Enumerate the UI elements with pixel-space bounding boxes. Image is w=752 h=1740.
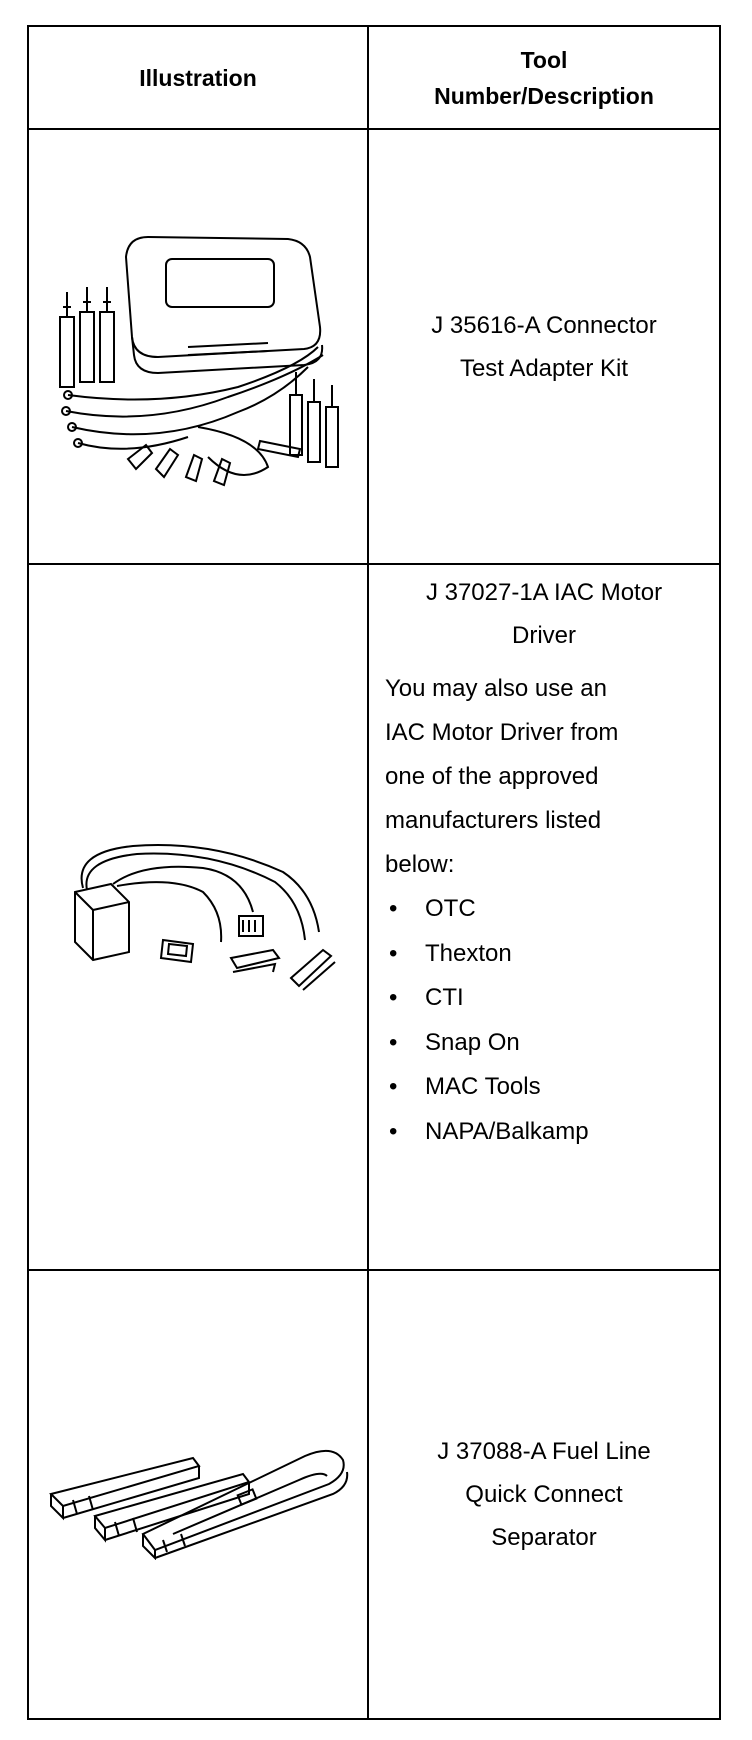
header-illustration: [29, 27, 367, 128]
note-line: IAC Motor Driver from: [385, 719, 619, 746]
approved-manufacturers-note: [369, 667, 719, 887]
table-border-right: [719, 25, 721, 1720]
list-item: • Snap On: [385, 1021, 719, 1066]
fuel-line-quick-connect-separator-description: [369, 1271, 719, 1718]
tool-description-line: Test Adapter Kit: [459, 354, 629, 382]
fuel-line-quick-connect-separator-illustration: [29, 1271, 367, 1718]
tools-table: [27, 25, 722, 1720]
tool-number-line: J 35616-A Connector: [431, 311, 657, 339]
tool-description-line: Driver: [512, 622, 576, 649]
list-item: • Thexton: [385, 932, 719, 977]
iac-motor-driver-drawing: [53, 832, 343, 1002]
list-item: • MAC Tools: [385, 1065, 719, 1110]
note-line: below:: [385, 851, 455, 878]
connector-test-adapter-kit-illustration: [29, 130, 367, 563]
connector-kit-drawing: [38, 197, 358, 497]
list-item: • OTC: [385, 887, 719, 932]
table-border-bottom: [27, 1718, 721, 1720]
header-tool-line2: Number/Description: [434, 82, 654, 109]
header-tool-line1: Tool: [520, 46, 568, 73]
iac-motor-driver-description: [369, 565, 719, 1269]
note-line: You may also use an: [385, 675, 607, 702]
tool-number-line: J 37088-A Fuel Line: [437, 1438, 651, 1465]
tool-description-line: Separator: [491, 1524, 597, 1551]
iac-motor-driver-illustration: [29, 565, 367, 1269]
note-line: one of the approved: [385, 763, 599, 790]
tool-number-line: J 37027-1A IAC Motor: [425, 579, 663, 606]
header-tool: [369, 27, 719, 128]
manufacturer-list: [369, 887, 719, 1154]
fuel-line-separator-drawing: [43, 1430, 353, 1560]
note-line: manufacturers listed: [385, 807, 602, 834]
list-item: • CTI: [385, 976, 719, 1021]
list-item: • NAPA/Balkamp: [385, 1110, 719, 1155]
connector-test-adapter-kit-description: [369, 130, 719, 563]
header-illustration-label: Illustration: [139, 64, 257, 91]
tool-description-line: Quick Connect: [465, 1481, 623, 1508]
